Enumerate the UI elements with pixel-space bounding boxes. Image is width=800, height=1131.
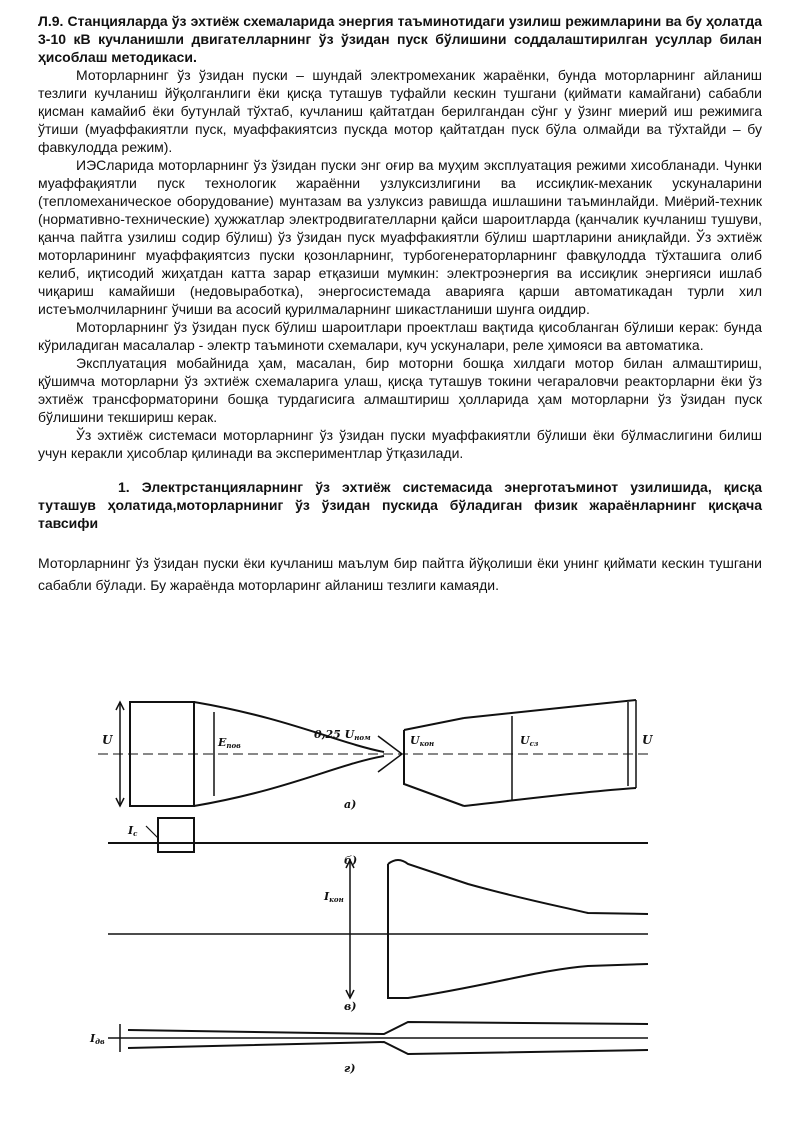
recovery-envelope-top bbox=[464, 700, 636, 718]
label-u-left: U bbox=[102, 733, 113, 747]
paragraph-2: ИЭСларида моторларнинг ўз ўзидан пуски энг оғир ва муҳим эксплуатация режими хисобланади. Чунки муаффақиятли пуск технологик жараённи узлуксизлигини ва иссиқлик-механик ускуналарини (тепломеханическое оборудование) мунтазам ва узлуксиз равишда ишлашини таъминлайди. Миёрий-техник (нормативно-технические) ҳужжатлар электродвигателларни қайси шароитларда (қанчалик кучланиш тушуви, қанча пайтга узилиш содир бўлиш) ўз ўзидан пуск муаффакиятли бўлиш шартларини аниқлайди. Ўз эхтиёж моторларининг муаффақиятсиз пуски қозонларнинг, турбогенераторларнинг фавқулодда тўхташига олиб келиб, иқтисодий жиҳатдан катта зарар етқазиши мумкин: электроэнергия ва иссиқлик энергияси ишлаб чиқариш камайиши (недовыработка), энергосистемада аварияга қарши автоматикадан турли хил истеъмолчиларнинг ўчиши ва асосий қурилмаларнинг шикастланиши шунга оиддир. bbox=[38, 157, 762, 317]
label-ukon: Uкон bbox=[410, 734, 435, 748]
label-idv: Iдв bbox=[90, 1032, 105, 1046]
current-v-top bbox=[388, 860, 648, 914]
section-paragraph: Моторларнинг ўз ўзидан пуски ёки кучланиш маълум бир пайтга йўқолиши ёки унинг қиймати кескин тушгани сабабли бўлади. Бу жараёнда моторларинг айланиш тезлиги камаяди. bbox=[38, 555, 762, 593]
document-title: Л.9. Станцияларда ўз эхтиёж схемаларида энергия таъминотидаги узилиш режимларини ва бу ҳолатда 3-10 кВ кучланишли двигателларнинг ўз ўзидан пуск бўлишини соддалаштирилган усуллар билан ҳисоблаш методикаси. bbox=[38, 13, 762, 65]
label-ikon: Iкон bbox=[324, 890, 344, 904]
label-ic: Iс bbox=[128, 824, 138, 838]
section-heading: 1. Электрстанцияларнинг ўз эхтиёж системасида энерготаъминот узилишида, қисқа туташув ҳолатида,моторларниниг ўз ўзидан пускида бўладиган физик жараёнларнинг қисқача тавсифи bbox=[38, 479, 762, 531]
label-b: б) bbox=[344, 854, 358, 867]
ic-leader bbox=[146, 826, 158, 838]
paragraph-3: Моторларнинг ўз ўзидан пуск бўлиш шароитлари проектлаш вақтида қисобланган бўлиши керак: бунда кўриладиган масалалар - электр таъминоти схемалари, куч ускуналари, реле ҳимояси ва автоматика. bbox=[38, 319, 762, 353]
paragraph-5: Ўз эхтиёж системаси моторларнинг ўз ўзидан пуски муаффакиятли бўлиши ёки бўлмаслигини билиш учун керакли ҳисоблар қилинади ва экспериментлар ўтқазилади. bbox=[38, 427, 762, 461]
trace-g-top bbox=[128, 1022, 648, 1034]
label-v: в) bbox=[344, 1000, 357, 1013]
label-a: а) bbox=[344, 798, 357, 811]
current-rect-b bbox=[158, 818, 194, 852]
trace-g-bottom bbox=[128, 1042, 648, 1054]
paragraph-1: Моторларнинг ўз ўзидан пуски – шундай электромеханик жараёнки, бунда моторларнинг айланиш тезлиги кучланиш йўқолганлиги ёки қисқа туташув туфайли кескин тушгани (қиймати камайгани) сабабли қисман камайиб ёки бутунлай тўхтаб, кучланиш қайтатдан берилгандан сўнг у ўзинг миерий иш режимига ўтиши (муаффакиятли пуск, муаффакиятсиз пускда мотор қайтатдан пуск бўла олмайди ва тўхтайди – бу фавкулодда режим). bbox=[38, 67, 762, 155]
current-v-bottom bbox=[388, 894, 648, 998]
paragraph-4: Эксплуатация мобайнида ҳам, масалан, бир моторни бошқа хилдаги мотор билан алмаштириш, қўшимча моторларни ўз эхтиёж схемаларига улаш, қисқа туташув токини чегараловчи реакторларни ёки ўз эхтиёж трансформаторини бошқа турдагисига алмаштириш ҳолларида ҳам моторларни ўз ўзидан пуск бўлишини текшириш керак. bbox=[38, 355, 762, 425]
waveform-diagram bbox=[88, 688, 764, 1112]
label-025: 0,25 Uном bbox=[314, 728, 371, 742]
recovery-envelope-bottom bbox=[464, 788, 636, 806]
recovery-envelope-upper-start bbox=[404, 718, 464, 730]
document-page bbox=[38, 12, 762, 596]
label-e: Eпов bbox=[218, 736, 241, 750]
waveform-figure bbox=[88, 688, 764, 1112]
label-u-right: U bbox=[642, 733, 653, 747]
label-g: г) bbox=[344, 1062, 356, 1075]
label-ucz: Uсз bbox=[520, 734, 539, 748]
